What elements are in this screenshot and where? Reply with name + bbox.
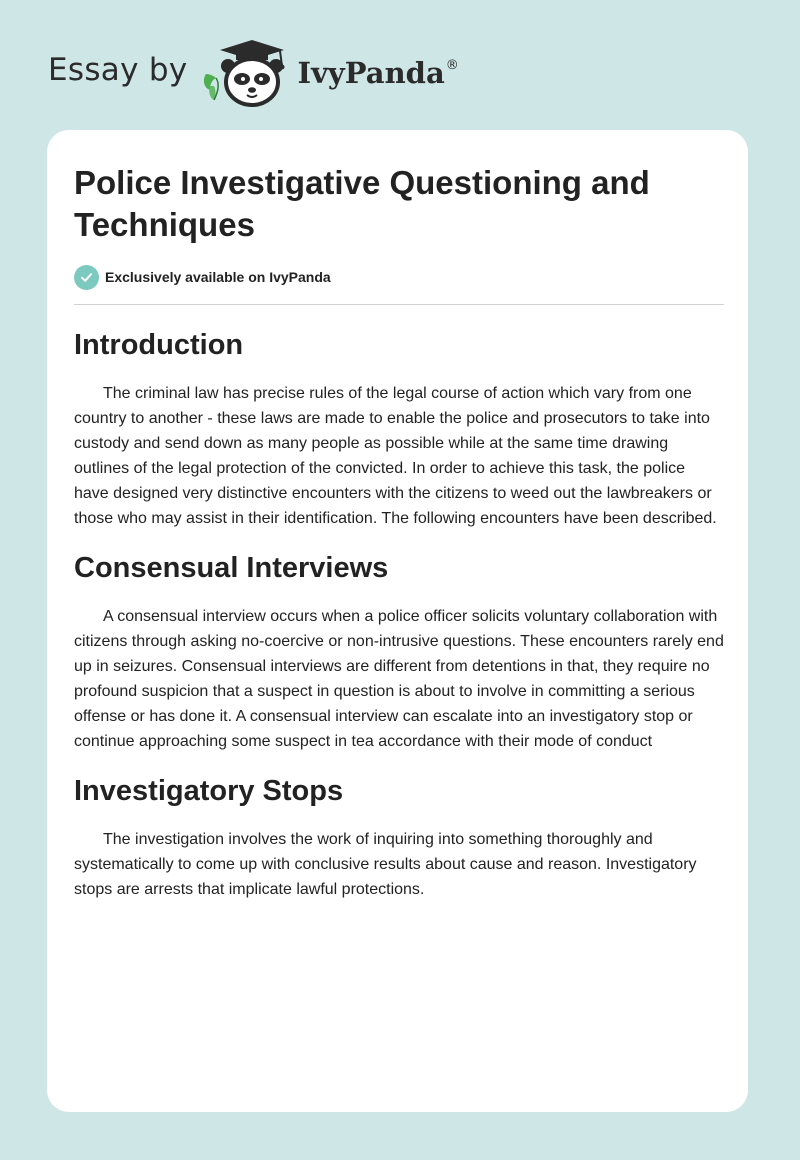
section-introduction xyxy=(74,327,724,531)
title-divider xyxy=(74,304,724,305)
brand-header[interactable] xyxy=(48,36,459,108)
brand-name: IvyPanda® xyxy=(297,56,459,90)
ivy-leaf-icon xyxy=(203,74,217,100)
brand-prefix: Essay by xyxy=(48,52,188,88)
panda-logo-icon xyxy=(202,36,294,108)
exclusive-badge xyxy=(74,264,724,290)
page-title: Police Investigative Questioning and Techniques xyxy=(74,164,650,243)
section-paragraph: A consensual interview occurs when a police officer solicits voluntary collaboration with citizens through asking no-coercive or non-intrusive questions. These encounters rarely end up in seizures. Consensual interviews are different from detentions in that, they require no profound suspicion that a suspect in question is about to involve in committing a serious offense or has done it. A consensual interview can escalate into an investigatory stop or continue approaching some suspect in tea accordance with their mode of conduct xyxy=(74,608,724,750)
section-heading: Introduction xyxy=(74,329,244,361)
section-investigatory-stops xyxy=(74,773,724,902)
exclusive-label: Exclusively available on IvyPanda xyxy=(105,269,331,285)
section-paragraph: The criminal law has precise rules of the legal course of action which vary from one country to another - these laws are made to enable the police and prosecutors to take into custody and send down as many people as possible while at the same time drawing outlines of the legal protection of the convicted. In order to achieve this task, the police have designed very distinctive encounters with the citizens to weed out the lawbreakers or those who may assist in their identification. The following encounters have been described. xyxy=(74,385,717,527)
essay-content xyxy=(74,162,724,902)
section-paragraph: The investigation involves the work of inquiring into something thoroughly and systematically to come up with conclusive results about cause and reason. Investigatory stops are arrests that implicate lawful protections. xyxy=(74,831,697,898)
registered-mark: ® xyxy=(445,58,459,73)
section-heading: Investigatory Stops xyxy=(74,775,344,807)
section-heading: Consensual Interviews xyxy=(74,552,389,584)
section-consensual-interviews xyxy=(74,550,724,754)
checkmark-icon xyxy=(74,265,99,290)
essay-card xyxy=(47,130,748,1112)
